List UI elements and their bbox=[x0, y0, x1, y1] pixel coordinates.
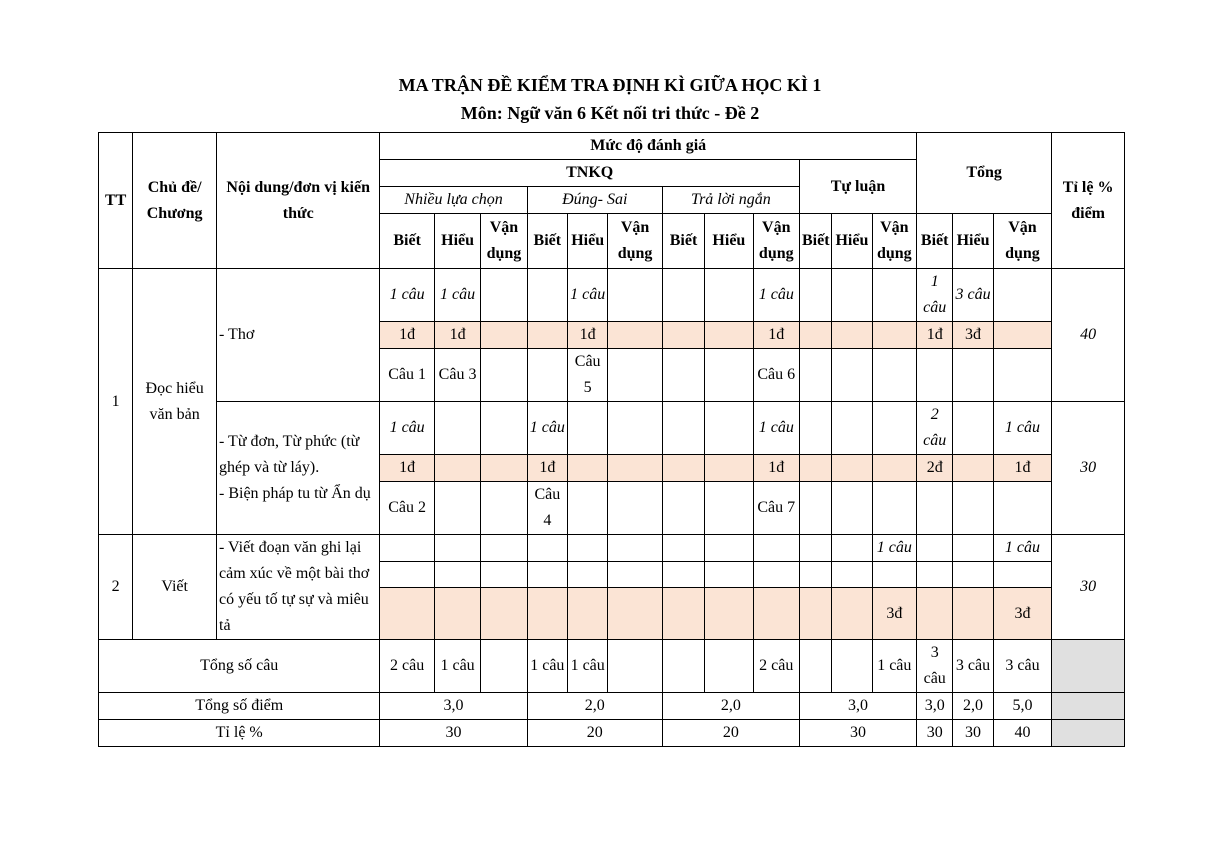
table-row bbox=[99, 269, 1125, 322]
header-tra-loi-ngan: Trả lời ngắn bbox=[662, 187, 799, 214]
cell: 1đ bbox=[753, 322, 799, 349]
cell: 1 câu bbox=[434, 269, 480, 322]
cell: 3,0 bbox=[917, 693, 953, 720]
header-tu-luan: Tự luận bbox=[799, 160, 916, 214]
header-tt: TT bbox=[99, 133, 133, 269]
table-row bbox=[99, 535, 1125, 562]
cell: 2,0 bbox=[662, 693, 799, 720]
total-label: Tổng số câu bbox=[99, 640, 380, 693]
row-content: - Thơ bbox=[217, 269, 380, 402]
cell: 3đ bbox=[953, 322, 993, 349]
cell: 1đ bbox=[527, 455, 567, 482]
cell: 5,0 bbox=[993, 693, 1052, 720]
header-dung-sai: Đúng- Sai bbox=[527, 187, 662, 214]
cell: 1 câu bbox=[872, 535, 916, 562]
header-hieu: Hiểu bbox=[705, 214, 753, 269]
cell: 1 câu bbox=[568, 269, 608, 322]
header-biet: Biết bbox=[380, 214, 434, 269]
row-chu-de: Viết bbox=[133, 535, 217, 640]
cell: 3 câu bbox=[917, 640, 953, 693]
total-row bbox=[99, 640, 1125, 693]
row-tt: 2 bbox=[99, 535, 133, 640]
header-biet: Biết bbox=[527, 214, 567, 269]
cell: 1 câu bbox=[993, 535, 1052, 562]
cell: 3 câu bbox=[993, 640, 1052, 693]
cell: 1đ bbox=[917, 322, 953, 349]
cell: 1 câu bbox=[527, 402, 567, 455]
header-chu-de: Chủ đề/ Chương bbox=[133, 133, 217, 269]
cell: 1 câu bbox=[380, 269, 434, 322]
total-row bbox=[99, 720, 1125, 747]
header-biet: Biết bbox=[799, 214, 831, 269]
cell: 1 câu bbox=[753, 402, 799, 455]
cell: 3 câu bbox=[953, 269, 993, 322]
row-chu-de: Đọc hiểu văn bản bbox=[133, 269, 217, 535]
cell: 1 câu bbox=[872, 640, 916, 693]
cell: Câu 2 bbox=[380, 482, 434, 535]
cell: Câu 4 bbox=[527, 482, 567, 535]
cell: Câu 6 bbox=[753, 349, 799, 402]
cell: 3đ bbox=[993, 588, 1052, 640]
cell: 3,0 bbox=[799, 693, 916, 720]
cell: Câu 3 bbox=[434, 349, 480, 402]
header-biet: Biết bbox=[917, 214, 953, 269]
cell: 30 bbox=[917, 720, 953, 747]
cell: 1 câu bbox=[917, 269, 953, 322]
cell: 1đ bbox=[993, 455, 1052, 482]
header-ti-le: Tỉ lệ % điểm bbox=[1052, 133, 1125, 269]
header-van-dung: Vận dụng bbox=[993, 214, 1052, 269]
row-ratio: 30 bbox=[1052, 535, 1125, 640]
cell: 2,0 bbox=[953, 693, 993, 720]
header-hieu: Hiểu bbox=[832, 214, 872, 269]
header-van-dung: Vận dụng bbox=[608, 214, 662, 269]
header-hieu: Hiểu bbox=[434, 214, 480, 269]
content-line: - Biện pháp tu từ Ẩn dụ bbox=[219, 485, 371, 502]
cell: 1đ bbox=[568, 322, 608, 349]
cell: 3đ bbox=[872, 588, 916, 640]
cell: 20 bbox=[527, 720, 662, 747]
page-title: MA TRẬN ĐỀ KIỂM TRA ĐỊNH KÌ GIỮA HỌC KÌ 1 bbox=[398, 75, 822, 95]
total-label: Tỉ lệ % bbox=[99, 720, 380, 747]
page-subtitle: Môn: Ngữ văn 6 Kết nối tri thức - Đề 2 bbox=[460, 103, 760, 123]
header-van-dung: Vận dụng bbox=[753, 214, 799, 269]
cell: 40 bbox=[993, 720, 1052, 747]
header-hieu: Hiểu bbox=[953, 214, 993, 269]
cell: 1đ bbox=[753, 455, 799, 482]
cell: 30 bbox=[380, 720, 527, 747]
total-label: Tổng số điểm bbox=[99, 693, 380, 720]
header-muc-do: Mức độ đánh giá bbox=[380, 133, 917, 160]
cell: 3,0 bbox=[380, 693, 527, 720]
cell: 3 câu bbox=[953, 640, 993, 693]
table-row bbox=[99, 402, 1125, 455]
content-line: - Từ đơn, Từ phức (từ ghép và từ láy). bbox=[219, 433, 360, 476]
cell: 1 câu bbox=[993, 402, 1052, 455]
cell: 2 câu bbox=[753, 640, 799, 693]
row-ratio: 30 bbox=[1052, 402, 1125, 535]
cell: 1 câu bbox=[434, 640, 480, 693]
cell: 30 bbox=[799, 720, 916, 747]
cell: 30 bbox=[953, 720, 993, 747]
cell: 20 bbox=[662, 720, 799, 747]
cell: 2đ bbox=[917, 455, 953, 482]
cell: 1đ bbox=[434, 322, 480, 349]
cell: Câu 5 bbox=[568, 349, 608, 402]
row-content: - Viết đoạn văn ghi lại cảm xúc về một bài thơ có yếu tố tự sự và miêu tả bbox=[217, 535, 380, 640]
cell: 1 câu bbox=[568, 640, 608, 693]
total-row bbox=[99, 693, 1125, 720]
cell: 2 câu bbox=[917, 402, 953, 455]
header-hieu: Hiểu bbox=[568, 214, 608, 269]
cell: 1đ bbox=[380, 322, 434, 349]
cell: 1 câu bbox=[380, 402, 434, 455]
header-tnkq: TNKQ bbox=[380, 160, 800, 187]
row-ratio: 40 bbox=[1052, 269, 1125, 402]
cell: 2 câu bbox=[380, 640, 434, 693]
cell: Câu 7 bbox=[753, 482, 799, 535]
header-van-dung: Vận dụng bbox=[481, 214, 527, 269]
cell: 2,0 bbox=[527, 693, 662, 720]
header-noi-dung: Nội dung/đơn vị kiến thức bbox=[217, 133, 380, 269]
cell: 1 câu bbox=[753, 269, 799, 322]
cell: 1đ bbox=[380, 455, 434, 482]
row-tt: 1 bbox=[99, 269, 133, 535]
header-biet: Biết bbox=[662, 214, 704, 269]
header-tong: Tổng bbox=[917, 133, 1052, 214]
assessment-matrix-table bbox=[98, 132, 1125, 747]
cell: Câu 1 bbox=[380, 349, 434, 402]
header-van-dung: Vận dụng bbox=[872, 214, 916, 269]
header-nhieu-lua-chon: Nhiều lựa chọn bbox=[380, 187, 527, 214]
row-content bbox=[217, 402, 380, 535]
cell: 1 câu bbox=[527, 640, 567, 693]
